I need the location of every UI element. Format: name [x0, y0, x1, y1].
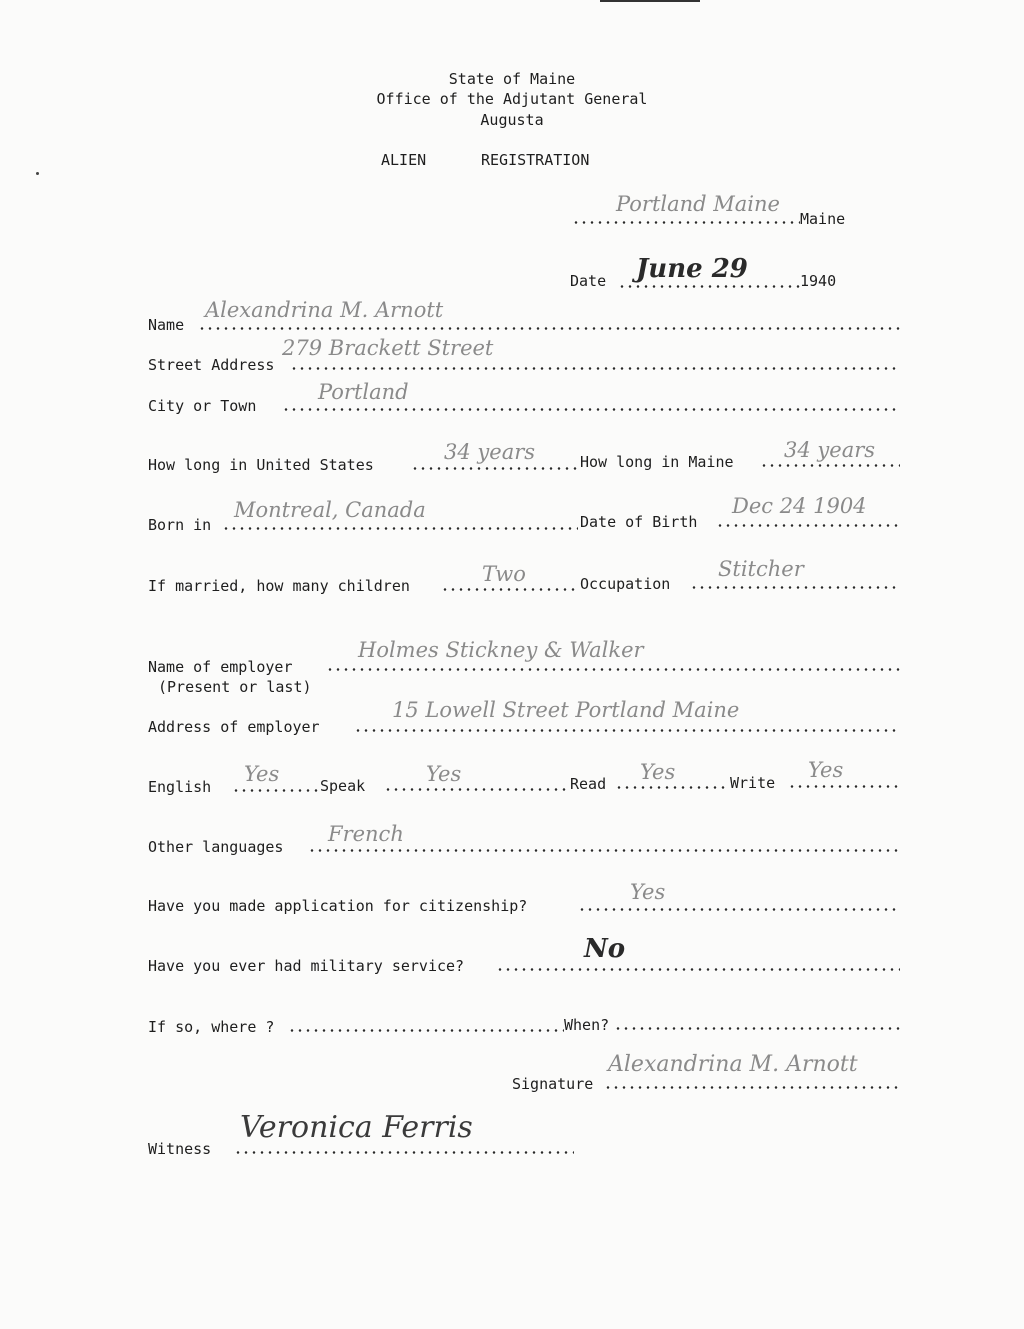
when-label: When? [564, 1016, 610, 1034]
place-dots [572, 221, 800, 224]
read-value: Yes [640, 760, 676, 784]
header-registration: REGISTRATION [481, 151, 590, 169]
us-duration-label: How long in United States [148, 456, 374, 474]
occupation-label: Occupation [580, 575, 671, 593]
employer-dots [326, 668, 900, 671]
us-duration-value: 34 years [444, 440, 536, 464]
other-languages-label: Other languages [148, 838, 284, 856]
write-label: Write [730, 774, 776, 792]
speak-dots [384, 788, 568, 791]
place-value: Portland Maine [616, 192, 780, 216]
when-dots [614, 1027, 900, 1030]
where-dots [288, 1029, 564, 1032]
children-label: If married, how many children [148, 577, 410, 595]
employer-label: Name of employer [148, 658, 293, 676]
scan-edge-mark [600, 0, 700, 2]
signature-label: Signature [512, 1075, 594, 1093]
employer-address-value: 15 Lowell Street Portland Maine [392, 698, 740, 722]
witness-dots [234, 1151, 574, 1154]
city-label: City or Town [148, 397, 257, 415]
born-in-value: Montreal, Canada [234, 498, 426, 522]
speak-value: Yes [426, 762, 462, 786]
date-value: June 29 [636, 254, 748, 284]
military-label: Have you ever had military service? [148, 957, 465, 975]
street-label: Street Address [148, 356, 275, 374]
where-label: If so, where ? [148, 1018, 275, 1036]
children-dots [441, 588, 579, 591]
other-languages-value: French [328, 822, 404, 846]
date-year: 1940 [800, 272, 837, 290]
read-label: Read [570, 775, 607, 793]
read-dots [615, 786, 728, 789]
english-dots [232, 789, 318, 792]
employer-address-dots [354, 729, 900, 732]
witness-value: Veronica Ferris [240, 1110, 473, 1145]
write-value: Yes [808, 758, 844, 782]
maine-duration-label: How long in Maine [580, 453, 734, 471]
citizenship-value: Yes [630, 880, 666, 904]
other-languages-dots [308, 849, 900, 852]
header-alien: ALIEN [381, 151, 427, 169]
header-city: Augusta [480, 111, 544, 129]
date-label: Date [570, 272, 607, 290]
scan-speck [36, 172, 39, 175]
employer-value: Holmes Stickney & Walker [358, 638, 644, 662]
write-dots [788, 785, 900, 788]
name-label: Name [148, 316, 185, 334]
dob-dots [716, 524, 900, 527]
witness-label: Witness [148, 1140, 212, 1158]
english-value: Yes [244, 762, 280, 786]
speak-label: Speak [320, 777, 366, 795]
header-state: State of Maine [448, 70, 576, 88]
name-value: Alexandrina M. Arnott [205, 298, 444, 322]
occupation-dots [690, 586, 900, 589]
born-in-label: Born in [148, 516, 212, 534]
born-in-dots [222, 527, 578, 530]
employer-address-label: Address of employer [148, 718, 320, 736]
name-dots [198, 327, 900, 330]
english-label: English [148, 778, 212, 796]
place-suffix: Maine [800, 210, 846, 228]
street-value: 279 Brackett Street [282, 336, 494, 360]
occupation-value: Stitcher [718, 557, 804, 581]
citizenship-label: Have you made application for citizenship? [148, 897, 528, 915]
city-dots [282, 408, 900, 411]
military-dots [496, 968, 900, 971]
header-office: Office of the Adjutant General [376, 90, 648, 108]
dob-label: Date of Birth [580, 513, 698, 531]
maine-duration-dots [760, 464, 900, 467]
street-dots [290, 367, 900, 370]
city-value: Portland [318, 380, 409, 404]
citizenship-dots [578, 908, 900, 911]
signature-dots [604, 1086, 900, 1089]
maine-duration-value: 34 years [784, 438, 876, 462]
employer-sublabel: (Present or last) [158, 678, 312, 696]
military-value: No [584, 934, 626, 964]
us-duration-dots [411, 467, 579, 470]
children-value: Two [482, 562, 526, 586]
signature-value: Alexandrina M. Arnott [608, 1052, 858, 1077]
date-dots [618, 285, 800, 288]
dob-value: Dec 24 1904 [732, 494, 867, 518]
